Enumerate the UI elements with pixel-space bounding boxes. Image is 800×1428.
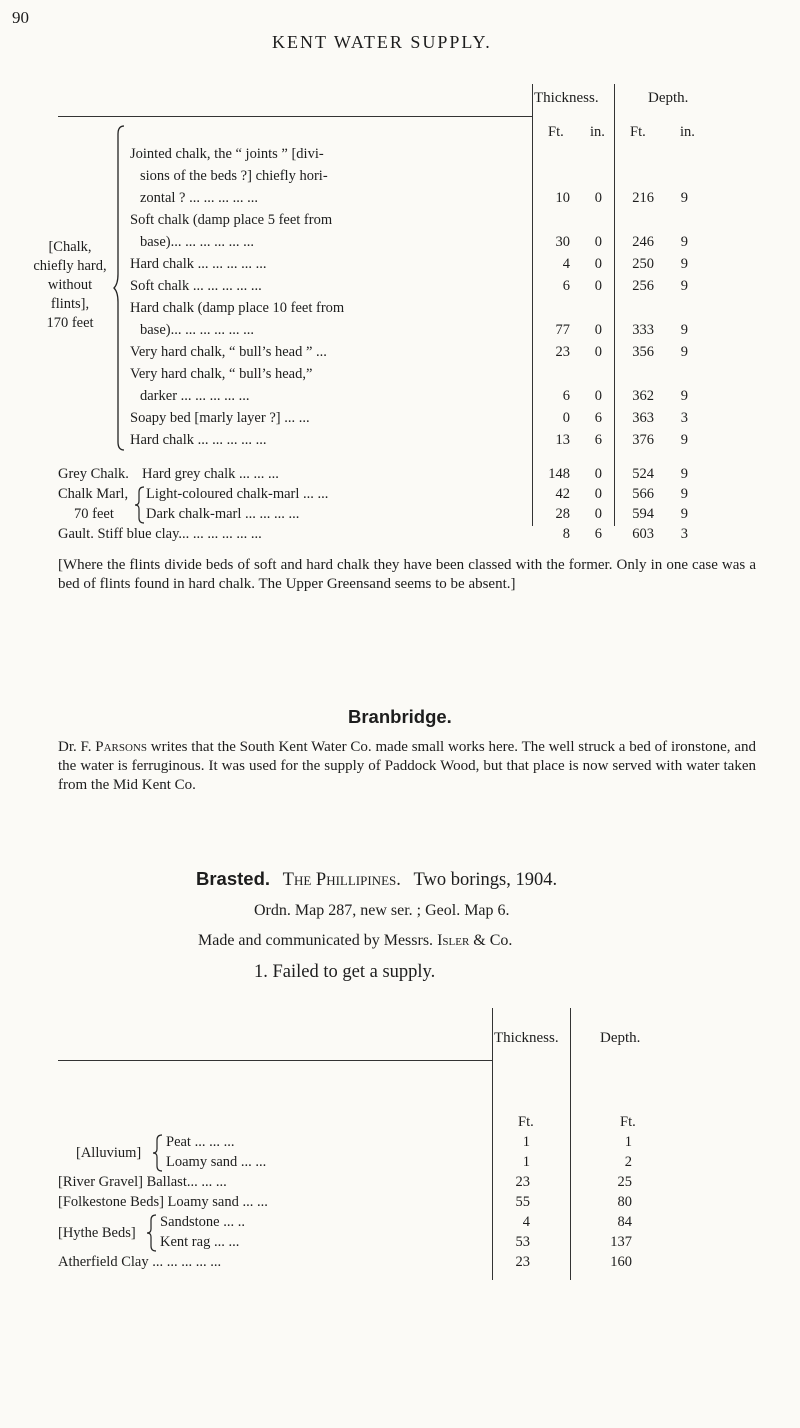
- branbridge-paragraph: [58, 738, 756, 795]
- unit-t-in: in.: [590, 124, 605, 140]
- made-rest: & Co.: [469, 932, 513, 949]
- row-text: Soapy bed [marly layer ?] ... ...: [130, 410, 310, 426]
- section-heading-brasted: Brasted.: [196, 868, 271, 889]
- table-row-kent-rag: [0, 1232, 800, 1252]
- thickness-in: 0: [594, 466, 602, 482]
- table-row-chalk-marl-1: [0, 484, 800, 504]
- chalk-group-line: 170 feet: [46, 315, 94, 331]
- row-text: zontal ? ... ... ... ... ...: [140, 190, 258, 206]
- row-text: Light-coloured chalk-marl ... ...: [146, 486, 329, 502]
- chalk-group-line: flints],: [50, 296, 90, 312]
- row-text: Dark chalk-marl ... ... ... ...: [146, 506, 300, 522]
- row-text: [Folkestone Beds] Loamy sand ... ...: [58, 1194, 268, 1210]
- thickness: 1: [522, 1134, 530, 1150]
- table1-col-depth: Depth.: [648, 90, 689, 106]
- table1-header-rule: [58, 116, 532, 117]
- thickness-ft: 8: [562, 526, 570, 542]
- row-text: Very hard chalk, “ bull’s head ” ...: [130, 344, 327, 360]
- depth-ft: 356: [632, 344, 654, 360]
- row-text: Loamy sand ... ...: [166, 1154, 267, 1170]
- table-row-atherfield: [0, 1252, 800, 1272]
- unit-t-ft: Ft.: [548, 124, 564, 140]
- thickness-ft: 148: [548, 466, 570, 482]
- marl-label: 70 feet: [74, 506, 114, 522]
- thickness-in: 6: [594, 526, 602, 542]
- depth-in: 9: [680, 278, 688, 294]
- thickness-ft: 28: [555, 506, 570, 522]
- row-text: base)... ... ... ... ... ...: [140, 234, 254, 250]
- para-rest: writes that the South Kent Water Co. made small works here. The well struck a bed of ironstone, and the water is ferruginous. It was used for the supply of Paddock Wood, but that place is now served with water taken from the Mid Kent Co.: [58, 739, 756, 793]
- row-text: Soft chalk ... ... ... ... ...: [130, 278, 262, 294]
- depth-in: 9: [680, 486, 688, 502]
- depth-in: 9: [680, 466, 688, 482]
- row-text: [River Gravel] Ballast... ... ...: [58, 1174, 227, 1190]
- thickness: 4: [522, 1214, 530, 1230]
- table-row-sandstone: [0, 1212, 800, 1232]
- depth-ft: 216: [632, 190, 654, 206]
- depth-ft: 524: [632, 466, 654, 482]
- borings-note: Two borings, 1904.: [413, 870, 558, 890]
- depth: 25: [617, 1174, 632, 1190]
- depth-ft: 333: [632, 322, 654, 338]
- depth: 84: [617, 1214, 632, 1230]
- thickness-in: 0: [594, 486, 602, 502]
- table-row: [0, 276, 800, 296]
- thickness-ft: 0: [562, 410, 570, 426]
- unit-depth: Ft.: [620, 1114, 636, 1130]
- depth: 137: [610, 1234, 632, 1250]
- row-text: Gault. Stiff blue clay... ... ... ... ... ...: [58, 526, 262, 542]
- thickness-in: 0: [594, 256, 602, 272]
- thickness: 23: [515, 1254, 530, 1270]
- depth-in: 9: [680, 388, 688, 404]
- unit-d-ft: Ft.: [630, 124, 646, 140]
- table-row: [0, 188, 800, 208]
- marl-brace: [134, 486, 146, 524]
- table2-header-rule: [58, 1060, 492, 1061]
- thickness-in: 0: [594, 190, 602, 206]
- marl-label: Chalk Marl,: [58, 486, 129, 502]
- row-text: Hard chalk ... ... ... ... ...: [130, 256, 267, 272]
- row-text: darker ... ... ... ... ...: [140, 388, 250, 404]
- row-text: Soft chalk (damp place 5 feet from: [130, 212, 333, 228]
- thickness: 53: [515, 1234, 530, 1250]
- table-row: [0, 408, 800, 428]
- depth-in: 9: [680, 432, 688, 448]
- table-row-folkestone: [0, 1192, 800, 1212]
- row-text: Kent rag ... ...: [160, 1234, 240, 1250]
- depth-in: 9: [680, 190, 688, 206]
- locality-name: The Phillipines.: [282, 870, 401, 890]
- depth-in: 3: [680, 410, 688, 426]
- person-name: Parsons: [95, 739, 147, 755]
- depth-in: 9: [680, 322, 688, 338]
- depth-in: 9: [680, 234, 688, 250]
- table-row-peat: [0, 1132, 800, 1152]
- depth-ft: 362: [632, 388, 654, 404]
- grey-label: Grey Chalk.: [58, 466, 129, 482]
- depth: 1: [624, 1134, 632, 1150]
- thickness-ft: 10: [555, 190, 570, 206]
- row-text: Sandstone ... ..: [160, 1214, 245, 1230]
- table-row: [0, 342, 800, 362]
- thickness-ft: 42: [555, 486, 570, 502]
- map-reference: Ordn. Map 287, new ser. ; Geol. Map 6.: [254, 902, 510, 919]
- thickness-in: 0: [594, 322, 602, 338]
- table2-units-row: [0, 1112, 800, 1132]
- table-row: [0, 232, 800, 252]
- thickness-ft: 6: [562, 278, 570, 294]
- table2-col-thickness: Thickness.: [494, 1030, 559, 1046]
- unit-d-in: in.: [680, 124, 695, 140]
- depth-ft: 603: [632, 526, 654, 542]
- table1-col-thickness: Thickness.: [534, 90, 599, 106]
- section-heading-branbridge: Branbridge.: [348, 706, 452, 727]
- table2-col-depth: Depth.: [600, 1030, 641, 1046]
- depth-ft: 256: [632, 278, 654, 294]
- thickness-ft: 23: [555, 344, 570, 360]
- table-row: [0, 430, 800, 450]
- row-text: sions of the beds ?] chiefly hori-: [140, 168, 328, 184]
- thickness-in: 0: [594, 278, 602, 294]
- thickness-in: 0: [594, 388, 602, 404]
- row-text: base)... ... ... ... ... ...: [140, 322, 254, 338]
- table-row-loamy-sand: [0, 1152, 800, 1172]
- made-by-line: [198, 932, 512, 950]
- depth-ft: 594: [632, 506, 654, 522]
- alluvium-label: [Alluvium]: [76, 1145, 142, 1161]
- table-row: [0, 254, 800, 274]
- chalk-group-line: [Chalk,: [48, 239, 92, 255]
- thickness-in: 0: [594, 506, 602, 522]
- made-lead: Made and communicated by Messrs.: [198, 932, 438, 949]
- company-name: Isler: [437, 932, 470, 949]
- table-row: [0, 166, 800, 186]
- chalk-group-line: chiefly hard,: [33, 258, 107, 274]
- depth: 2: [624, 1154, 632, 1170]
- row-text: Peat ... ... ...: [166, 1134, 235, 1150]
- row-text: Hard chalk (damp place 10 feet from: [130, 300, 345, 316]
- depth-ft: 250: [632, 256, 654, 272]
- depth-ft: 363: [632, 410, 654, 426]
- depth: 80: [617, 1194, 632, 1210]
- table-row-gault: [0, 524, 800, 544]
- table-row: [0, 364, 800, 384]
- boring-1-caption: 1. Failed to get a supply.: [254, 962, 436, 982]
- thickness: 23: [515, 1174, 530, 1190]
- page-number: 90: [12, 8, 29, 27]
- thickness-ft: 4: [562, 256, 570, 272]
- thickness-in: 6: [594, 410, 602, 426]
- table-row: [0, 298, 800, 318]
- para-lead: Dr. F.: [58, 739, 96, 755]
- thickness: 55: [515, 1194, 530, 1210]
- row-text: Hard grey chalk ... ... ...: [142, 466, 279, 482]
- thickness-ft: 77: [555, 322, 570, 338]
- row-text: Jointed chalk, the “ joints ” [divi-: [130, 146, 324, 162]
- thickness-ft: 6: [562, 388, 570, 404]
- thickness-in: 0: [594, 234, 602, 250]
- table-row-chalk-marl-2: [0, 504, 800, 524]
- depth-in: 9: [680, 256, 688, 272]
- note-flints: [Where the flints divide beds of soft and hard chalk they have been classed with the former. Only in one case was a bed of flints found in hard chalk. The Upper Greensand seems to be absent.]: [58, 557, 756, 592]
- depth-in: 3: [680, 526, 688, 542]
- unit-thickness: Ft.: [518, 1114, 534, 1130]
- table-row: [0, 210, 800, 230]
- row-text: Hard chalk ... ... ... ... ...: [130, 432, 267, 448]
- table-row-grey-chalk: [0, 464, 800, 484]
- row-text: Atherfield Clay ... ... ... ... ...: [58, 1254, 222, 1270]
- hythe-label: [Hythe Beds]: [58, 1225, 136, 1241]
- brasted-heading-line: [196, 868, 557, 891]
- depth-ft: 246: [632, 234, 654, 250]
- thickness: 1: [522, 1154, 530, 1170]
- table-row-river-gravel: [0, 1172, 800, 1192]
- depth-ft: 566: [632, 486, 654, 502]
- running-title: KENT WATER SUPPLY.: [272, 32, 492, 52]
- table-row: [0, 386, 800, 406]
- thickness-ft: 30: [555, 234, 570, 250]
- depth-ft: 376: [632, 432, 654, 448]
- table-row: [0, 320, 800, 340]
- thickness-in: 0: [594, 344, 602, 360]
- row-text: Very hard chalk, “ bull’s head,”: [130, 366, 313, 382]
- depth-in: 9: [680, 344, 688, 360]
- thickness-ft: 13: [555, 432, 570, 448]
- depth: 160: [610, 1254, 632, 1270]
- thickness-in: 6: [594, 432, 602, 448]
- depth-in: 9: [680, 506, 688, 522]
- chalk-group-line: without: [47, 277, 93, 293]
- table-row: [0, 144, 800, 164]
